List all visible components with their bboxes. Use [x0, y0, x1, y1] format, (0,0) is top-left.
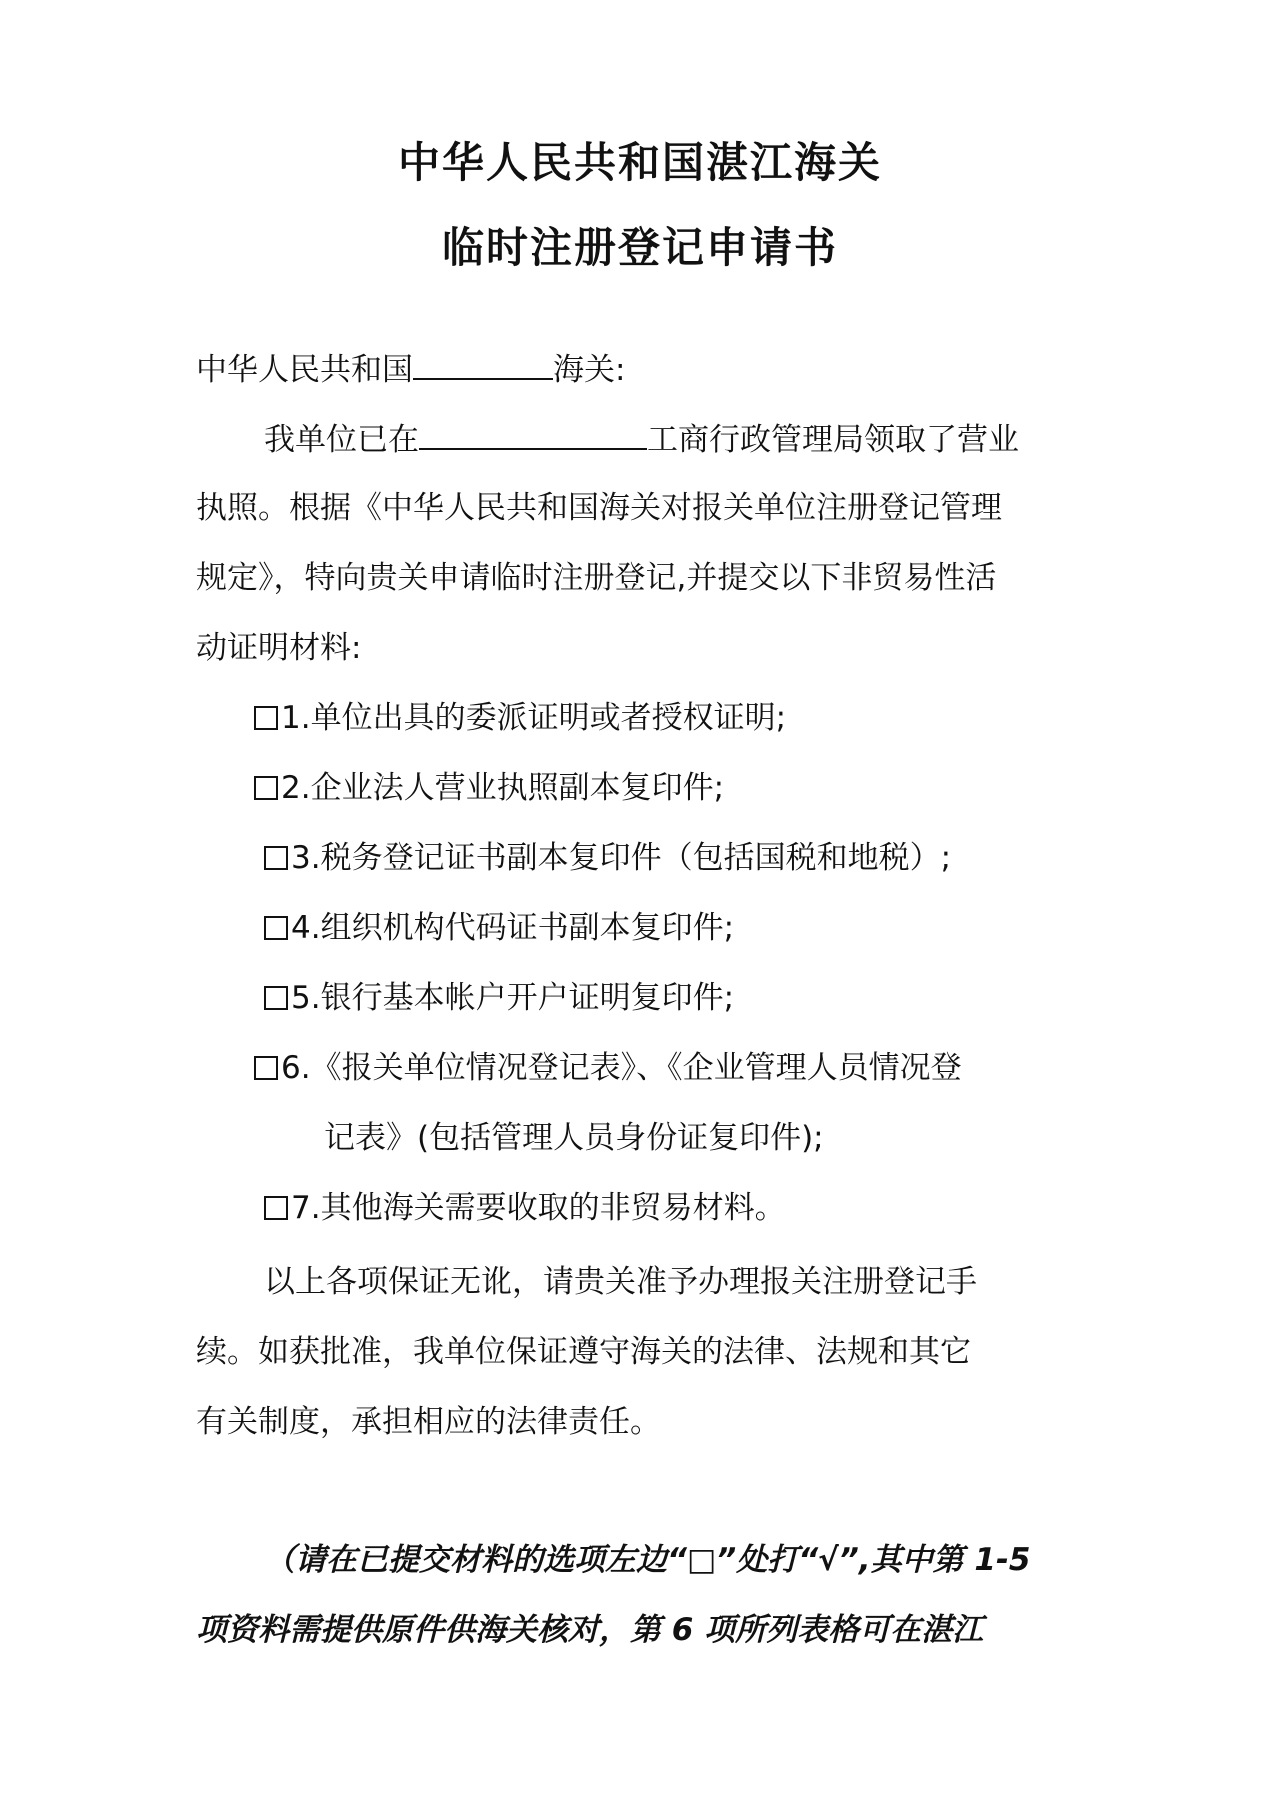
- checklist-item-6-text: 6.《报关单位情况登记表》、《企业管理人员情况登: [281, 1050, 962, 1086]
- para2-line-2: 续。如获批准，我单位保证遵守海关的法律、法规和其它: [196, 1334, 971, 1370]
- checklist-item-3-text: 3.税务登记证书副本复印件（包括国税和地税）;: [291, 840, 952, 876]
- checklist-item-2-text: 2.企业法人营业执照副本复印件;: [281, 770, 725, 806]
- para1-line-1-prefix: 我单位已在: [264, 422, 419, 458]
- para1-line-3: 规定》，特向贵关申请临时注册登记,并提交以下非贸易性活: [196, 560, 997, 596]
- para1-line-1: [264, 418, 1019, 460]
- document-title-line-2: 临时注册登记申请书: [441, 223, 838, 272]
- salutation-prefix: 中华人民共和国: [196, 352, 413, 388]
- checklist-item-7: [264, 1188, 786, 1228]
- checkbox-5[interactable]: [264, 986, 288, 1010]
- checkbox-1[interactable]: [254, 706, 278, 730]
- checklist-item-7-text: 7.其他海关需要收取的非贸易材料。: [291, 1190, 786, 1226]
- checkbox-6[interactable]: [254, 1056, 278, 1080]
- checklist-item-1-text: 1.单位出具的委派证明或者授权证明;: [281, 700, 787, 736]
- checkbox-7[interactable]: [264, 1196, 288, 1220]
- checklist-item-6: [254, 1048, 962, 1088]
- note-line-1: （请在已提交材料的选项左边“□”处打“√”,其中第 1-5: [264, 1542, 1031, 1578]
- checklist-item-2: [254, 768, 724, 808]
- salutation-suffix: 海关:: [553, 352, 626, 388]
- salutation: [196, 348, 625, 390]
- checkbox-3[interactable]: [264, 846, 288, 870]
- checklist-item-5: [264, 978, 734, 1018]
- checklist-item-4: [264, 908, 734, 948]
- note-line-2: 项资料需提供原件供海关核对，第 6 项所列表格可在湛江: [196, 1612, 984, 1648]
- customs-name-blank: [413, 348, 553, 380]
- para1-line-4: 动证明材料:: [196, 630, 362, 666]
- para2-line-1: 以上各项保证无讹，请贵关准予办理报关注册登记手: [264, 1264, 977, 1300]
- checklist-item-5-text: 5.银行基本帐户开户证明复印件;: [291, 980, 735, 1016]
- para2-line-3: 有关制度，承担相应的法律责任。: [196, 1404, 661, 1440]
- checkbox-2[interactable]: [254, 776, 278, 800]
- checklist-item-1: [254, 698, 786, 738]
- checkbox-4[interactable]: [264, 916, 288, 940]
- checklist-item-3: [264, 838, 951, 878]
- para1-line-2: 执照。根据《中华人民共和国海关对报关单位注册登记管理: [196, 490, 1002, 526]
- checklist-item-4-text: 4.组织机构代码证书副本复印件;: [291, 910, 735, 946]
- document-title-line-1: 中华人民共和国湛江海关: [397, 138, 882, 187]
- para1-line-1-suffix: 工商行政管理局领取了营业: [647, 422, 1019, 458]
- checklist-item-6-continuation: 记表》(包括管理人员身份证复印件);: [324, 1120, 824, 1156]
- bureau-name-blank: [419, 418, 647, 450]
